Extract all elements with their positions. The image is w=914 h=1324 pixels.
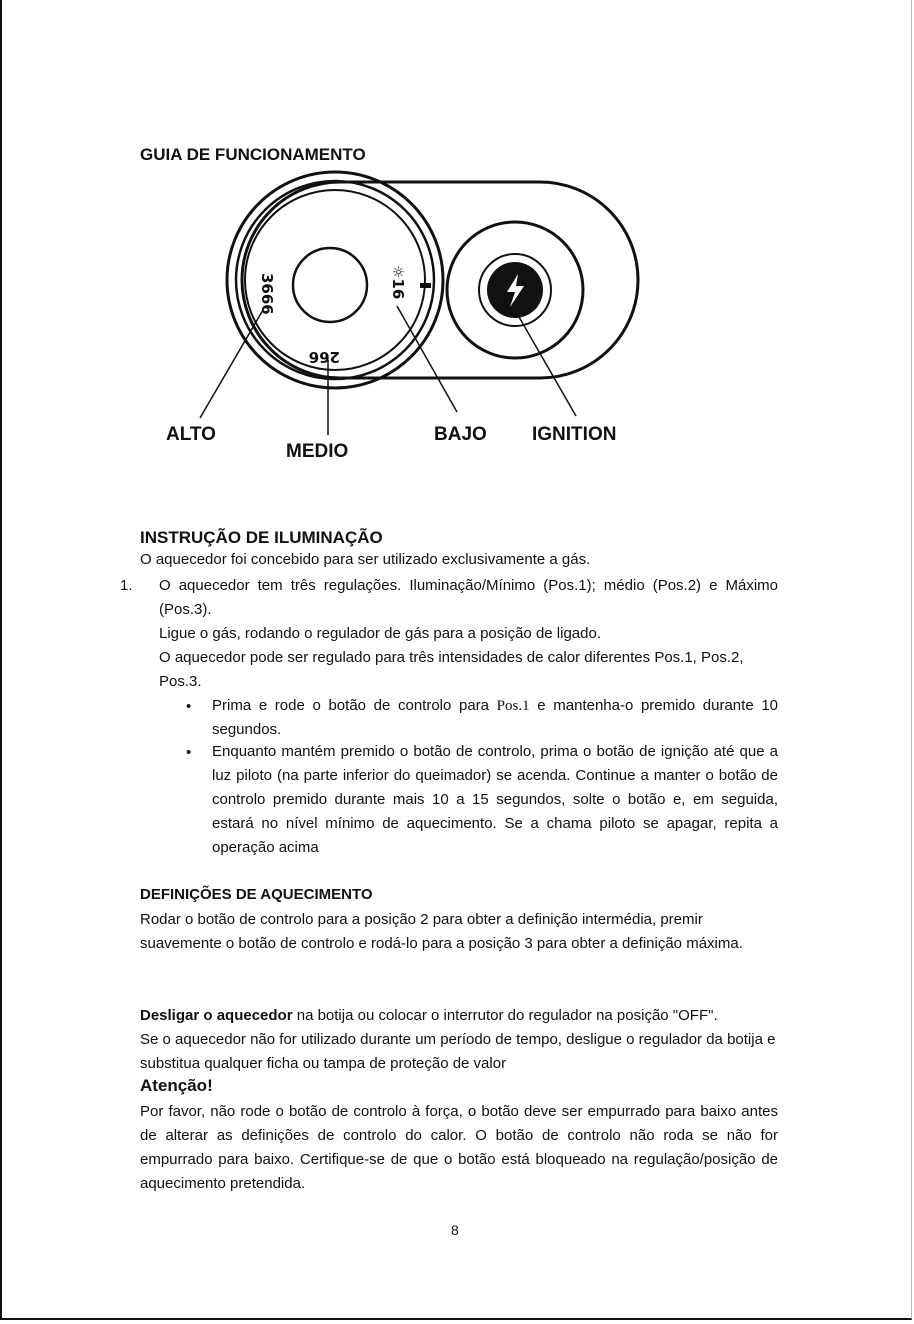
label-alto: ALTO	[166, 424, 216, 445]
intro-text: O aquecedor foi concebido para ser utilizado exclusivamente a gás.	[140, 551, 591, 568]
bullet-dot: •	[186, 744, 192, 761]
svg-text:266: 266	[308, 348, 340, 366]
desligar-text: Se o aquecedor não for utilizado durante um período de tempo, desligue o regulador da botija e substitua qualquer ficha ou tampa de proteção de valor	[140, 1031, 776, 1072]
three-flames-icon	[258, 273, 276, 315]
bullet-item-2: Enquanto mantém premido o botão de controlo, prima o botão de ignição até que a luz piloto (na parte inferior do queimador) se acenda. Continue a manter o botão de controlo premido durante mais 10 a 15 segundos, solte o botão e, em seguida, estará no nível mínimo de aquecimento. Se a chama piloto se apagar, repita a operação acima	[212, 743, 778, 856]
intensity-instruction: O aquecedor pode ser regulado para três intensidades de calor diferentes Pos.1, Pos.2, Pos.3.	[159, 649, 744, 690]
gas-instruction: Ligue o gás, rodando o regulador de gás para a posição de ligado.	[159, 625, 601, 642]
bullet-dot: •	[186, 698, 192, 715]
desligar-lead: Desligar o aquecedor na botija ou colocar o interrutor do regulador na posição "OFF".	[140, 1007, 718, 1024]
spark-flame-icon	[389, 265, 407, 299]
attention-title: Atenção!	[140, 1076, 213, 1095]
label-ignition: IGNITION	[532, 424, 617, 445]
aquecimento-text: Rodar o botão de controlo para a posição 2 para obter a definição intermédia, premir suavemente o botão de controlo e rodá-lo para a posição 3 para obter a definição máxima.	[140, 911, 743, 952]
section-title-aquecimento: DEFINIÇÕES DE AQUECIMENTO	[140, 886, 373, 903]
page-number: 8	[451, 1222, 459, 1238]
list-item-text: O aquecedor tem três regulações. Iluminação/Mínimo (Pos.1); médio (Pos.2) e Máximo (Pos.3).	[159, 577, 778, 618]
label-medio: MEDIO	[286, 441, 349, 462]
list-number: 1.	[120, 577, 133, 594]
section-title-guia: GUIA DE FUNCIONAMENTO	[140, 145, 366, 164]
attention-text: Por favor, não rode o botão de controlo à força, o botão deve ser empurrado para baixo antes de alterar as definições de controlo do calor. O botão de controlo não roda se não for empurrado para baixo. Certifique-se de que o botão está bloqueado na regulação/posição de aquecimento pretendida.	[140, 1103, 778, 1192]
section-title-iluminacao: INSTRUÇÃO DE ILUMINAÇÃO	[140, 528, 383, 547]
label-bajo: BAJO	[434, 424, 487, 445]
control-panel-diagram	[150, 170, 750, 480]
bullet-item-1: Prima e rode o botão de controlo para Pos.1 e mantenha-o premido durante 10 segundos.	[212, 697, 778, 738]
two-flames-icon	[309, 348, 340, 366]
svg-text:☼16: ☼16	[389, 265, 407, 300]
svg-text:3666: 3666	[258, 273, 276, 315]
